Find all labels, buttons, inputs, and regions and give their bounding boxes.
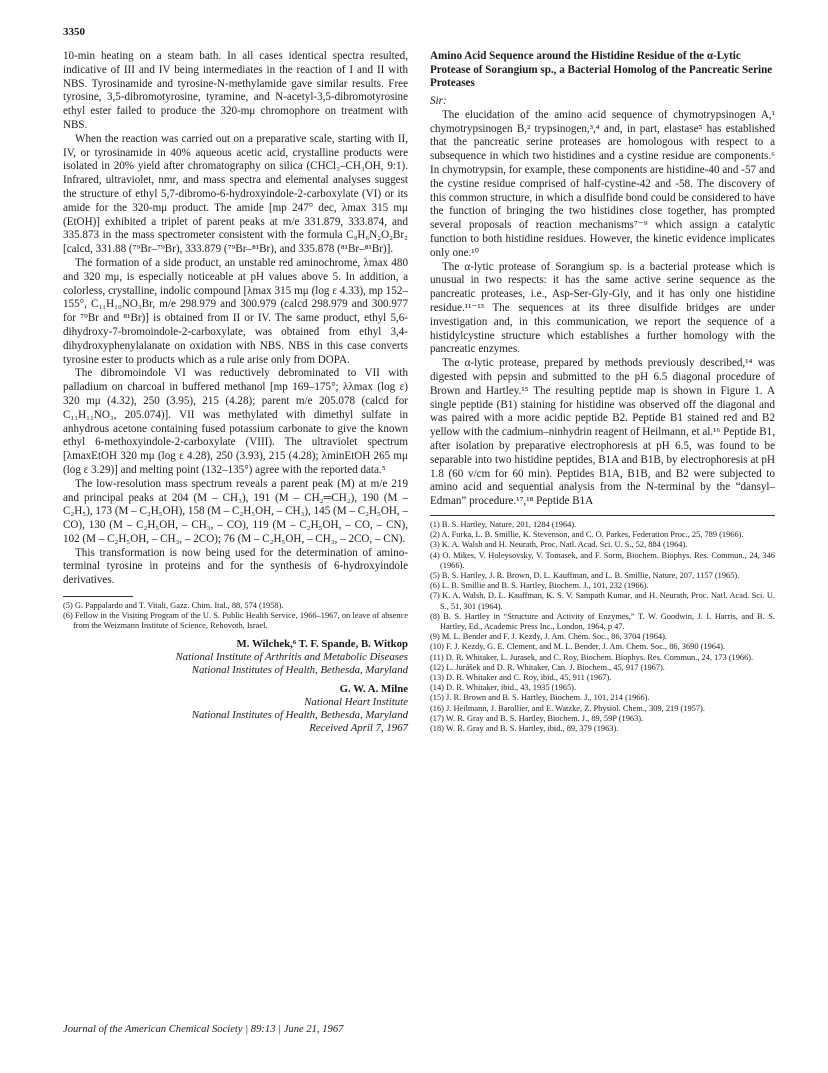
paragraph: This transformation is now being used for the determination of amino-terminal tyrosine in proteins and for the synthesis of 6-hydroxyindole derivatives. [63,546,408,587]
paragraph: The elucidation of the amino acid sequence of chymotrypsinogen A,¹ chymotrypsinogen B,² trypsinogen,³,⁴ and, in part, elastase⁵ has established that the pancreatic serine proteases are homologous with respect to a subsequence in which two histidines and a cystine residue are components.⁶ In chymotrypsin, for example, these components are histidine-40 and -57 and the cystine residue comprised of half-cystine-42 and -58. The discovery of this common structure, in which a disulfide bond could be considered to have the function of bringing the two histidines close together, has prompted several proposals of reaction mechanisms⁷⁻⁹ which assign a catalytic function to both histidine residues. However, the kinetic evidence implicates only one.¹⁰ [430,108,775,259]
footnote: (18) W. R. Gray and B. S. Hartley, ibid., 89, 379 (1963). [430,723,619,733]
footnote: (12) L. Jurášek and D. R. Whitaker, Can. J. Biochem., 45, 917 (1967). [430,662,665,672]
footnote: (3) K. A. Walsh and H. Neurath, Proc. Natl. Acad. Sci. U. S., 52, 884 (1964). [430,540,688,550]
footnote: (15) J. R. Brown and B. S. Hartley, Biochem. J., 101, 214 (1966). [430,693,650,703]
footnote-rule [430,515,775,516]
affiliation: National Heart Institute [304,695,408,708]
footnote: (9) M. L. Bender and F. J. Kezdy, J. Am. Chem. Soc., 86, 3704 (1964). [430,632,667,642]
affiliation: National Institutes of Health, Bethesda, Maryland [191,663,408,676]
footnote: (13) D. R. Whitaker and C. Roy, ibid., 45, 911 (1967). [430,672,612,682]
footnote: (1) B. S. Hartley, Nature, 201, 1284 (1964). [430,519,577,529]
right-column [430,50,775,734]
footnote-rule [63,596,133,597]
received-date: Received April 7, 1967 [309,721,408,734]
paragraph: The α-lytic protease of Sorangium sp. is a bacterial protease which is unusual in two respects: it has the same active serine sequence as the pancreatic proteases, i.e., Asp-Ser-Gly-Gly, and it has only one histidine residue.¹¹⁻¹³ The sequences at its three disulfide bridges are under investigation and, in this communication, we report the sequence of a histidylcystine structure which establishes a further homology with the pancreatic enzymes. [430,260,775,356]
footnote: (11) D. R. Whitaker, L. Jurasek, and C. Roy, Biochem. Biophys. Res. Commun., 24, 173 (1966). [430,652,754,662]
footnote: (6) L. B. Smillie and B. S. Hartley, Biochem. J., 101, 232 (1966). [430,581,649,591]
footnote: (17) W. R. Gray and B. S. Hartley, Biochem. J., 89, 59P (1963). [430,713,644,723]
footnote: (2) A. Furka, L. B. Smillie, K. Stevenson, and C. O. Parkes, Federation Proc., 25, 789 (1966). [430,530,744,540]
footnote: (5) G. Pappalardo and T. Vitali, Gazz. Chim. Ital., 88, 574 (1958). [63,601,284,611]
paragraph: The dibromoindole VI was reductively debrominated to VII with palladium on charcoal in buffered methanol [mp 169–175°; λλmax (log ε) 320 mμ (4.32), 250 (3.95), 215 (4.28); parent m/e 205.078 (calcd for C₁₁H₁₁NO₃, 205.074)]. VII was methylated with dimethyl sulfate in anhydrous acetone containing fused potassium carbonate to give the known ethyl 6-methoxyindole-2-carboxylate (VIII). The ultraviolet spectrum [λmaxEtOH 320 mμ (log ε 4.28), 250 (3.93), 215 (4.28); λminEtOH 265 mμ (log ε 3.29)] and melting point (132–135°) agree with the reported data.⁵ [63,367,408,476]
paragraph: 10-min heating on a steam bath. In all cases identical spectra resulted, indicative of III and IV being intermediates in the reaction of I and II with NBS. Tyrosinamide and tyrosine-N-methylamide gave similar results. Free tyrosine, 3,5-dibromotyrosine, tyramine, and N-acetyl-3,5-dibromotyrosine ethyl ester failed to produce the 320-mμ chromophore on treatment with NBS. [63,50,408,131]
affiliation: National Institutes of Health, Bethesda, Maryland [191,708,408,721]
footnote: (14) D. R. Whitaker, ibid., 43, 1935 (1965). [430,683,577,693]
journal-footer: Journal of the American Chemical Society | 89:13 | June 21, 1967 [63,1024,344,1035]
footnote: (8) B. S. Hartley in “Structure and Activity of Enzymes,” T. W. Goodwin, J. I. Harris, and B. S. Hartley, Ed., Academic Press Inc., London, 1964, p 47. [430,611,775,631]
footnote: (16) J. Heilmann, J. Barollier, and E. Watzke, Z. Physiol. Chem., 309, 219 (1957). [430,703,705,713]
footnote-list [430,520,775,734]
footnote: (6) Fellow in the Visiting Program of the U. S. Public Health Service, 1966–1967, on leave of absence from the Weizmann Institute of Science, Rehovoth, Israel. [63,611,408,631]
affiliation: National Institute of Arthritis and Metabolic Diseases [175,650,408,663]
footnote: (5) B. S. Hartley, J. R. Brown, D. L. Kauffman, and L. B. Smillie, Nature, 207, 1157 (1965). [430,570,740,580]
article-title: Amino Acid Sequence around the Histidine Residue of the α-Lytic Protease of Sorangium sp., a Bacterial Homolog of the Pancreatic Serine Proteases [430,50,773,90]
footnote: (7) K. A. Walsh, D. L. Kauffman, K. S. V. Sampath Kumar, and H. Neurath, Proc. Natl. Acad. Sci. U. S., 51, 301 (1964). [430,591,775,611]
paragraph: The formation of a side product, an unstable red aminochrome, λmax 480 and 320 mμ, is especially noticeable at pH values above 5. In addition, a colorless, crystalline, indolic compound [λmax 315 mμ (log ε 4.33), mp 152–155°, C₁₁H₁₀NO₃Br, m/e 298.979 and 300.979 (calcd 298.979 and 300.977 for ⁷⁹Br and ⁸¹Br)] is obtained from II or IV. The same product, ethyl 5,6-dihydroxy-7-bromoindole-2-carboxylate, was obtained from ethyl 3,4-dihydroxyphenylalanate on oxidation with NBS. NBS in this case converts tyrosine ester to products which as a rule arise only from DOPA. [63,256,408,366]
footnote: (10) F. J. Kezdy, G. E. Clement, and M. L. Bender, J. Am. Chem. Soc., 86, 3690 (1964). [430,642,726,652]
author-names: M. Wilchek,⁶ T. F. Spande, B. Witkop [236,637,408,650]
page-number: 3350 [63,26,85,38]
left-column [63,50,408,735]
paragraph: The α-lytic protease, prepared by methods previously described,¹⁴ was digested with pepsin and submitted to the pH 6.5 diagonal procedure of Brown and Hartley.¹⁵ The resulting peptide map is shown in Figure 1. A single peptide (B1) staining for histidine was observed off the diagonal and was paired with a more acidic peptide B2. Peptide B1 stained red and B2 yellow with the cadmium–ninhydrin reagent of Heilmann, et al.¹⁶ Peptide B1, after isolation by preparative electrophoresis at pH 6.5, was found to be separable into two histidine peptides, B1A and B1B, by electrophoresis at pH 1.8 (60 v/cm for 60 min). Peptides B1A, B1B, and B2 were subjected to amino acid and sequential analysis from the N-terminal by the “dansyl–Edman” procedure.¹⁷,¹⁸ Peptide B1A [430,357,775,508]
salutation: Sir: [430,94,447,107]
paragraph: The low-resolution mass spectrum reveals a parent peak (M) at m/e 219 and principal peaks at 204 (M – CH₃), 191 (M – CH₂═CH₂), 190 (M – C₂H₅), 173 (M – C₂H₅OH), 158 (M – C₂H₅OH, – CH₃), 145 (M – C₂H₅OH, – CO), 130 (M – C₂H₅OH, – CH₃, – CO), 119 (M – C₂H₅OH, – CO, – CN), 102 (M – C₂H₅OH, – CH₃, – 2CO); 76 (M – C₂H₅OH, – CH₃, – 2CO, – CN). [63,477,408,545]
paragraph: When the reaction was carried out on a preparative scale, starting with II, IV, or tyrosinamide in 40% aqueous acetic acid, crystalline products were isolated in 20% yield after chromatography on silica (CHCl₃–CH₃OH, 9:1). Infrared, ultraviolet, nmr, and mass spectra and elemental analyses suggest the structure of ethyl 5,7-dibromo-6-hydroxyindole-2-carboxylate (VI) or its amide for the 320-mμ product. The amide [mp 247° dec, λmax 315 mμ (EtOH)] exhibited a triplet of parent peaks at m/e 331.879, 333.874, and 335.873 in the mass spectrometer consistent with the formula C₉H₆N₂O₂Br₂ [calcd, 331.88 (⁷⁹Br–⁷⁹Br), 333.879 (⁷⁹Br–⁸¹Br), and 335.878 (⁸¹Br–⁸¹Br)]. [63,132,408,256]
author-names: G. W. A. Milne [339,682,408,695]
footnote: (4) O. Mikes, V. Holeysovsky, V. Tomasek, and F. Sorm, Biochem. Biophys. Res. Commun., 24, 346 (1966). [430,550,775,570]
